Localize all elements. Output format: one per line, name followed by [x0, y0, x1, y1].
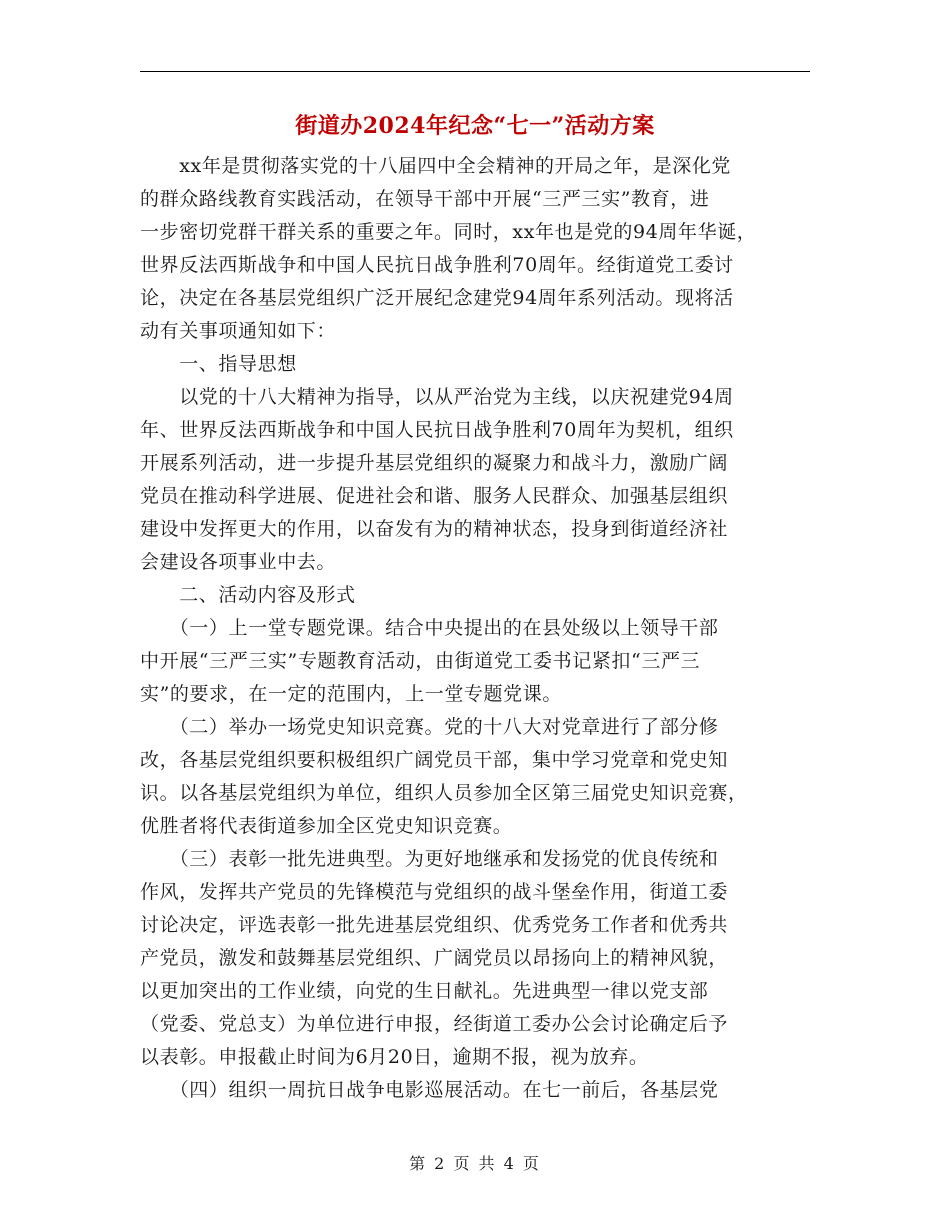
body-line: （三）表彰一批先进典型。为更好地继承和发扬党的优良传统和 — [140, 848, 719, 870]
body-line: 以更加突出的工作业绩，向党的生日献礼。先进典型一律以党支部 — [140, 980, 709, 1002]
body-line: 以党的十八大精神为指导，以从严治党为主线，以庆祝建党94周 — [140, 386, 734, 408]
body-line: 开展系列活动，进一步提升基层党组织的凝聚力和战斗力，激励广阔 — [140, 452, 729, 474]
body-line: 改，各基层党组织要积极组织广阔党员干部，集中学习党章和党史知 — [140, 749, 729, 771]
section-heading: 一、指导思想 — [140, 353, 297, 375]
body-line: 以表彰。申报截止时间为6月20日，逾期不报，视为放弃。 — [140, 1046, 649, 1068]
body-line: 党员在推动科学进展、促进社会和谐、服务人民群众、加强基层组织 — [140, 485, 729, 507]
body-line: 会建设各项事业中去。 — [140, 551, 337, 573]
body-line: 建设中发挥更大的作用，以奋发有为的精神状态，投身到街道经济社 — [140, 518, 729, 540]
body-line: 一步密切党群干群关系的重要之年。同时，xx年也是党的94周年华诞， — [140, 221, 757, 243]
body-line: （二）举办一场党史知识竞赛。党的十八大对党章进行了部分修 — [140, 716, 719, 738]
page-footer: 第 2 页 共 4 页 — [409, 1154, 541, 1173]
body-line: 的群众路线教育实践活动，在领导干部中开展“三严三实”教育，进 — [140, 188, 710, 210]
body-line: 论，决定在各基层党组织广泛开展纪念建党94周年系列活动。现将活 — [140, 287, 734, 309]
document-title: 街道办2024年纪念“七一”活动方案 — [295, 113, 655, 139]
section-heading: 二、活动内容及形式 — [140, 584, 356, 606]
body-line: 作风，发挥共产党员的先锋模范与党组织的战斗堡垒作用，街道工委 — [140, 881, 729, 903]
header-rule — [140, 71, 810, 72]
body-line: 年、世界反法西斯战争和中国人民抗日战争胜利70周年为契机，组织 — [140, 419, 734, 441]
document-body — [140, 150, 810, 1107]
body-line: 讨论决定，评选表彰一批先进基层党组织、优秀党务工作者和优秀共 — [140, 914, 729, 936]
body-line: 动有关事项通知如下： — [140, 320, 337, 342]
body-line: （四）组织一周抗日战争电影巡展活动。在七一前后，各基层党 — [140, 1079, 719, 1101]
body-line: 产党员，激发和鼓舞基层党组织、广阔党员以昂扬向上的精神风貌， — [140, 947, 729, 969]
body-line: （党委、党总支）为单位进行申报，经街道工委办公会讨论确定后予 — [140, 1013, 729, 1035]
body-line: xx年是贯彻落实党的十八届四中全会精神的开局之年，是深化党 — [140, 155, 732, 177]
body-line: 实”的要求，在一定的范围内，上一堂专题党课。 — [140, 683, 562, 705]
body-line: 优胜者将代表街道参加全区党史知识竞赛。 — [140, 815, 513, 837]
body-line: 识。以各基层党组织为单位，组织人员参加全区第三届党史知识竞赛， — [140, 782, 748, 804]
body-line: （一）上一堂专题党课。结合中央提出的在县处级以上领导干部 — [140, 617, 719, 639]
body-line: 中开展“三严三实”专题教育活动，由街道党工委书记紧扣“三严三 — [140, 650, 701, 672]
body-line: 世界反法西斯战争和中国人民抗日战争胜利70周年。经街道党工委讨 — [140, 254, 734, 276]
